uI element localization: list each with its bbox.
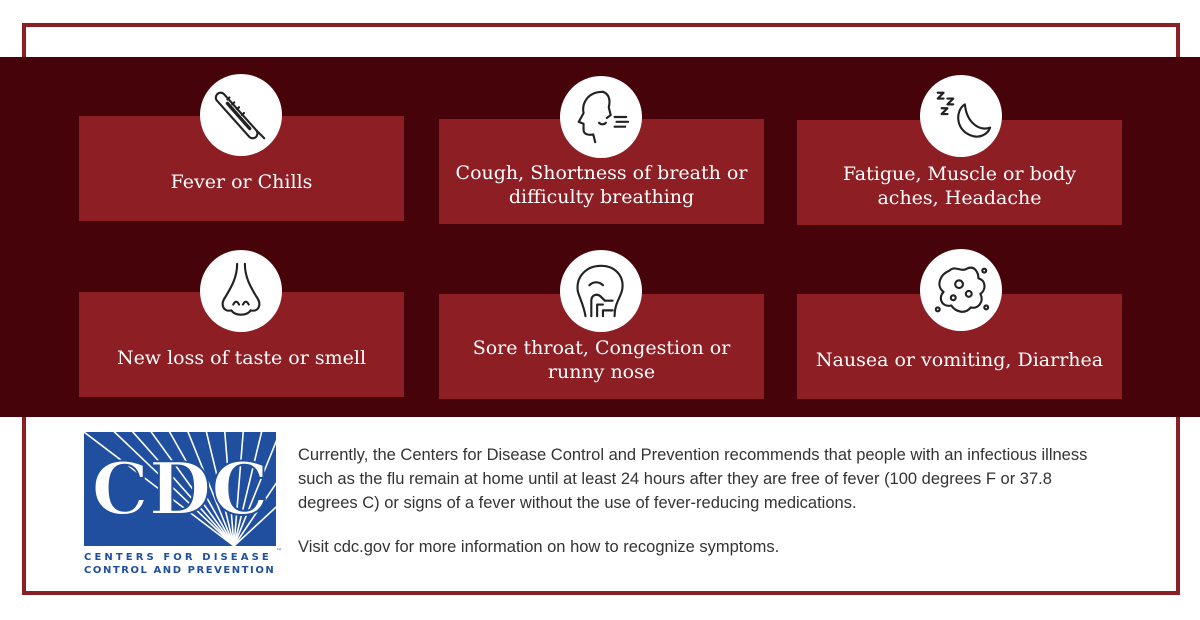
sleep-moon-icon	[920, 75, 1002, 157]
trademark-mark: ™	[276, 548, 282, 555]
symptom-label: Cough, Shortness of breath or difficulty breathing	[455, 161, 748, 208]
symptom-label: Fatigue, Muscle or body aches, Headache	[842, 162, 1077, 209]
info-paragraph-visit: Visit cdc.gov for more information on how to recognize symptoms.	[298, 538, 780, 556]
cdc-logo	[84, 432, 284, 577]
info-text	[298, 443, 1108, 559]
nose-icon	[200, 250, 282, 332]
cdc-line1: CENTERS FOR DISEASE	[84, 552, 272, 563]
throat-icon	[560, 250, 642, 332]
cdc-line2: CONTROL AND PREVENTION	[84, 565, 276, 576]
symptom-label: New loss of taste or smell	[116, 346, 367, 369]
symptom-label: Fever or Chills	[170, 170, 313, 193]
symptom-label: Sore throat, Congestion or runny nose	[472, 336, 731, 383]
thermometer-icon	[200, 74, 282, 156]
cough-icon	[560, 76, 642, 158]
symptom-label: Nausea or vomiting, Diarrhea	[815, 348, 1104, 371]
cdc-letters: CDC	[91, 446, 269, 531]
stomach-icon	[920, 249, 1002, 331]
info-paragraph-recommendation: Currently, the Centers for Disease Control and Prevention recommends that people with an infectious illness such as the flu remain at home until at least 24 hours after they are free of fever (100 degrees F or 37.8 degrees C) or signs of a fever without the use of fever-reducing medications.	[298, 446, 1088, 512]
